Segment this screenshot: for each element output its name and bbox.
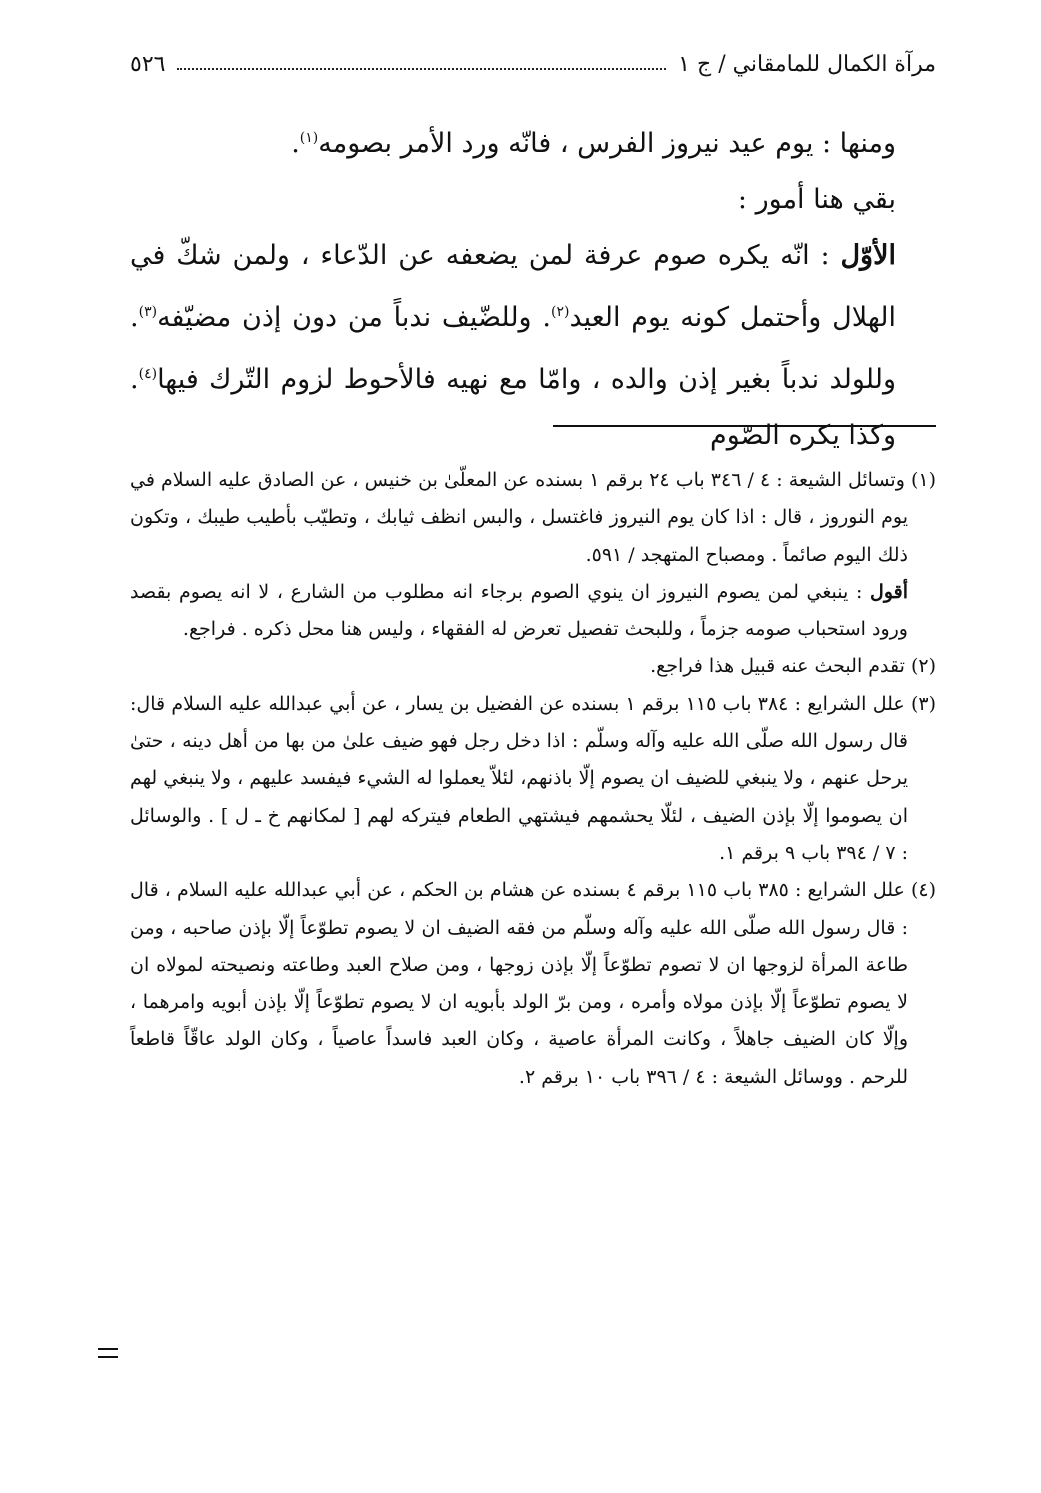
footnote-4: (٤) علل الشرايع : ٣٨٥ باب ١١٥ برقم ٤ بسنده عن هشام بن الحكم ، عن أبي عبدالله عليه السلام ، قال : قال رسول الله صلّى الله عليه وآله وسلّم من فقه الضيف ان لا يصوم تطوّعاً إلّا بإذن صاحبه ، ومن طاعة المرأة لزوجها ان لا تصوم تطوّعاً إلّا بإذن زوجها ، ومن صلاح العبد وطاعته ونصيحته لمولاه ان لا يصوم تطوّعاً إلّا بإذن مولاه وأمره ، ومن برّ الولد بأبويه ان لا يصوم تطوّعاً إلّا بإذن أبويه وامرهما ، وإلّا كان الضيف جاهلاً ، وكانت المرأة عاصية ، وكان العبد فاسداً عاصياً ، وكان الولد عاقّاً قاطعاً للرحم . ووسائل الشيعة : ٤ / ٣٩٦ باب ١٠ برقم ٢. (130, 879, 937, 1088)
footnote-1-comment-text: : ينبغي لمن يصوم النيروز ان ينوي الصوم برجاء انه مطلوب من الشارع ، لا انه يصوم بقصد ورود استحباب صومه جزماً ، وللبحث تفصيل تعرض له الفقهاء ، وليس هنا محل ذكره . فراجع. (130, 580, 908, 641)
paragraph-1-text: ومنها : يوم عيد نيروز الفرس ، فانّه ورد الأمر بصومه (318, 128, 896, 159)
footnote-ref-3: (٣) (138, 304, 158, 320)
page-number: ٥٢٦ (130, 51, 166, 77)
paragraph-1-end: . (291, 128, 300, 159)
footnote-ref-2: (٢) (550, 304, 570, 320)
paragraph-1 (130, 110, 936, 172)
footnotes (130, 462, 936, 1096)
footnote-2: (٢) تقدم البحث عنه قبيل هذا فراجع. (650, 655, 936, 678)
paragraph-2: بقي هنا أمور : (737, 184, 896, 215)
page-end-mark (98, 1348, 118, 1358)
paragraph-3 (130, 228, 936, 464)
paragraph-3-text-a: : انّه يكره صوم عرفة لمن يضعفه عن الدّعاء ، ولمن شكّ في الهلال وأحتمل كونه يوم العيد (130, 240, 896, 333)
footnote-1-comment-lead: أقول (870, 580, 908, 603)
footnote-1: (١) وتسائل الشيعة : ٤ / ٣٤٦ باب ٢٤ برقم ١ بسنده عن المعلّىٰ بن خنيس ، عن الصادق عليه السلام في يوم النوروز ، قال : اذا كان يوم النيروز فاغتسل ، والبس انظف ثيابك ، وتطيّب بأطيب طيبك ، وتكون ذلك اليوم صائماً . ومصباح المتهجد / ٥٩١. (130, 469, 937, 566)
footnote-1-comment (130, 574, 936, 649)
paragraph-3-text-c: . وللولد ندباً بغير إذن والده ، وامّا مع نهيه فالأحوط لزوم التّرك فيها (130, 302, 896, 395)
footnote-ref-4: (٤) (138, 366, 158, 382)
paragraph-3-lead: الأوّل (840, 240, 896, 271)
main-text (130, 110, 936, 464)
paragraph-3-text-d: . وكذا يكره الصّوم (130, 364, 896, 451)
running-header (130, 44, 936, 84)
paragraph-3-text-b: . وللضّيف ندباً من دون إذن مضيّفه (157, 302, 551, 333)
header-leader-dots (177, 58, 666, 70)
footnote-3: (٣) علل الشرايع : ٣٨٤ باب ١١٥ برقم ١ بسنده عن الفضيل بن يسار ، عن أبي عبدالله عليه السلام قال: قال رسول الله صلّى الله عليه وآله وسلّم : اذا دخل رجل فهو ضيف علىٰ من بها من أهل دينه ، حتىٰ يرحل عنهم ، ولا ينبغي للضيف ان يصوم إلّا باذنهم، لئلاّ يعملوا له الشيء فيفسد عليهم ، ولا ينبغي لهم ان يصوموا إلّا بإذن الضيف ، لئلّا يحشمهم فيشتهي الطعام فيتركه لهم [ لمكانهم خ ـ ل ] . والوسائل : ٧ / ٣٩٤ باب ٩ برقم ١. (130, 692, 937, 864)
book-title: مرآة الكمال للمامقاني / ج ١ (678, 51, 936, 77)
footnote-separator (553, 425, 936, 427)
footnote-ref-1: (١) (299, 130, 319, 146)
